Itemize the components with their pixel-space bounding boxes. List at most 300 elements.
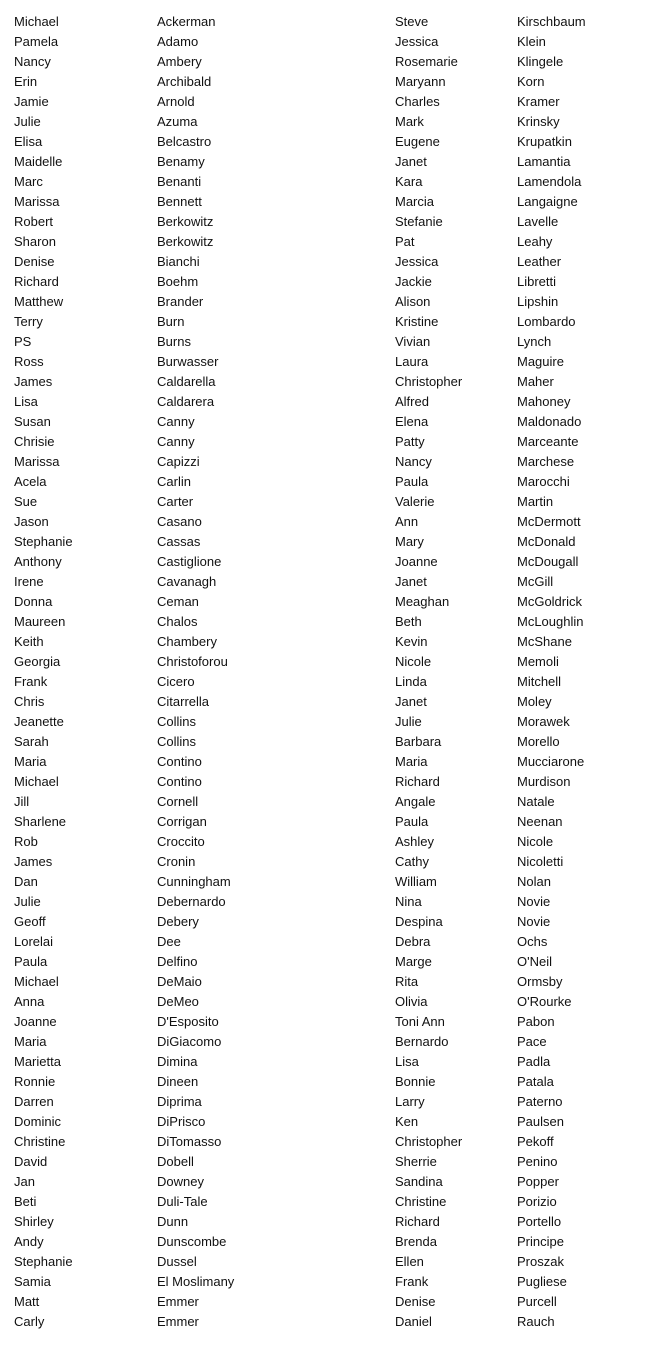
- left-first-name: Jan: [14, 1174, 35, 1189]
- right-last-name: Pace: [517, 1034, 547, 1049]
- name-row: [0, 32, 653, 52]
- right-last-name: Nicole: [517, 834, 554, 849]
- right-last-name: Moley: [517, 694, 552, 709]
- name-row: [0, 772, 653, 792]
- name-row: [0, 1152, 653, 1172]
- left-first-name: Marietta: [14, 1054, 61, 1069]
- right-last-name: Maher: [517, 374, 554, 389]
- left-last-name: Cicero: [157, 674, 195, 689]
- right-last-name: Leahy: [517, 234, 553, 249]
- name-list: [0, 12, 653, 1332]
- left-first-name: Christine: [14, 1134, 66, 1149]
- left-first-name: Donna: [14, 594, 53, 609]
- left-last-name: Dineen: [157, 1074, 199, 1089]
- name-row: [0, 1132, 653, 1152]
- name-row: [0, 652, 653, 672]
- left-last-name: Castiglione: [157, 554, 222, 569]
- left-first-name: Anna: [14, 994, 45, 1009]
- left-first-name: Lorelai: [14, 934, 54, 949]
- left-last-name: Citarrella: [157, 694, 210, 709]
- right-first-name: Daniel: [395, 1314, 432, 1329]
- right-first-name: Ellen: [395, 1254, 424, 1269]
- right-first-name: Brenda: [395, 1234, 437, 1249]
- left-first-name: Chrisie: [14, 434, 55, 449]
- name-row: [0, 12, 653, 32]
- name-row: [0, 1172, 653, 1192]
- right-last-name: Patala: [517, 1074, 554, 1089]
- left-first-name: Erin: [14, 74, 38, 89]
- right-first-name: Sherrie: [395, 1154, 437, 1169]
- left-first-name: Elisa: [14, 134, 43, 149]
- right-first-name: Debra: [395, 934, 431, 949]
- name-row: [0, 752, 653, 772]
- name-row: [0, 292, 653, 312]
- name-row: [0, 892, 653, 912]
- name-row: [0, 672, 653, 692]
- right-last-name: Paulsen: [517, 1114, 564, 1129]
- right-last-name: Ochs: [517, 934, 548, 949]
- left-first-name: Geoff: [14, 914, 46, 929]
- left-first-name: Shirley: [14, 1214, 54, 1229]
- name-row: [0, 1272, 653, 1292]
- right-last-name: Lynch: [517, 334, 552, 349]
- left-first-name: Jamie: [14, 94, 49, 109]
- right-first-name: Barbara: [395, 734, 442, 749]
- right-last-name: Purcell: [517, 1294, 557, 1309]
- left-first-name: Jill: [14, 794, 30, 809]
- left-first-name: Rob: [14, 834, 38, 849]
- left-last-name: DiGiacomo: [157, 1034, 222, 1049]
- right-first-name: Beth: [395, 614, 422, 629]
- name-row: [0, 992, 653, 1012]
- left-last-name: Debernardo: [157, 894, 226, 909]
- right-first-name: Nicole: [395, 654, 432, 669]
- left-first-name: Dan: [14, 874, 38, 889]
- left-first-name: Marissa: [14, 194, 60, 209]
- name-row: [0, 332, 653, 352]
- right-last-name: McShane: [517, 634, 572, 649]
- left-first-name: Ross: [14, 354, 44, 369]
- left-last-name: Burwasser: [157, 354, 219, 369]
- right-last-name: McLoughlin: [517, 614, 584, 629]
- right-last-name: Ormsby: [517, 974, 563, 989]
- left-last-name: Cronin: [157, 854, 196, 869]
- left-last-name: Brander: [157, 294, 204, 309]
- left-last-name: Carter: [157, 494, 194, 509]
- left-last-name: El Moslimany: [157, 1274, 235, 1289]
- right-last-name: Penino: [517, 1154, 558, 1169]
- name-row: [0, 1012, 653, 1032]
- left-first-name: Marc: [14, 174, 43, 189]
- right-first-name: Mary: [395, 534, 424, 549]
- right-first-name: Rita: [395, 974, 419, 989]
- name-row: [0, 132, 653, 152]
- right-first-name: Jessica: [395, 34, 439, 49]
- right-last-name: Morello: [517, 734, 560, 749]
- name-row: [0, 852, 653, 872]
- right-first-name: Linda: [395, 674, 427, 689]
- right-last-name: Paterno: [517, 1094, 563, 1109]
- right-first-name: Christopher: [395, 374, 463, 389]
- right-last-name: Porizio: [517, 1194, 557, 1209]
- left-last-name: Croccito: [157, 834, 205, 849]
- left-first-name: Keith: [14, 634, 44, 649]
- right-last-name: McGoldrick: [517, 594, 583, 609]
- right-last-name: Libretti: [517, 274, 557, 289]
- name-row: [0, 192, 653, 212]
- left-first-name: Michael: [14, 774, 59, 789]
- right-first-name: Janet: [395, 574, 427, 589]
- right-last-name: Popper: [517, 1174, 559, 1189]
- right-first-name: Maria: [395, 754, 428, 769]
- left-last-name: Dimina: [157, 1054, 198, 1069]
- right-first-name: Pat: [395, 234, 415, 249]
- left-last-name: Carlin: [157, 474, 191, 489]
- name-row: [0, 172, 653, 192]
- name-row: [0, 492, 653, 512]
- left-first-name: Jeanette: [14, 714, 64, 729]
- right-first-name: Kristine: [395, 314, 439, 329]
- left-last-name: Cornell: [157, 794, 199, 809]
- right-last-name: Lamendola: [517, 174, 582, 189]
- right-first-name: Janet: [395, 154, 427, 169]
- name-row: [0, 972, 653, 992]
- name-row: [0, 432, 653, 452]
- name-row: [0, 712, 653, 732]
- left-first-name: Sharon: [14, 234, 56, 249]
- right-first-name: Ken: [395, 1114, 419, 1129]
- name-row: [0, 692, 653, 712]
- left-last-name: Benamy: [157, 154, 205, 169]
- name-row: [0, 832, 653, 852]
- left-first-name: Denise: [14, 254, 55, 269]
- left-last-name: Diprima: [157, 1094, 202, 1109]
- left-last-name: Bennett: [157, 194, 202, 209]
- left-first-name: David: [14, 1154, 48, 1169]
- left-last-name: Dussel: [157, 1254, 197, 1269]
- name-row: [0, 872, 653, 892]
- right-first-name: Stefanie: [395, 214, 443, 229]
- left-first-name: Jason: [14, 514, 49, 529]
- right-last-name: Lamantia: [517, 154, 571, 169]
- left-first-name: Sue: [14, 494, 38, 509]
- name-row: [0, 552, 653, 572]
- name-row: [0, 452, 653, 472]
- left-first-name: Lisa: [14, 394, 38, 409]
- right-last-name: Neenan: [517, 814, 563, 829]
- left-last-name: DiPrisco: [157, 1114, 206, 1129]
- right-last-name: Rauch: [517, 1314, 555, 1329]
- left-last-name: Downey: [157, 1174, 204, 1189]
- name-row: [0, 952, 653, 972]
- name-row: [0, 532, 653, 552]
- name-row: [0, 932, 653, 952]
- name-row: [0, 92, 653, 112]
- right-first-name: Laura: [395, 354, 429, 369]
- name-row: [0, 372, 653, 392]
- left-first-name: Georgia: [14, 654, 61, 669]
- left-first-name: Acela: [14, 474, 47, 489]
- right-last-name: Korn: [517, 74, 545, 89]
- right-first-name: Valerie: [395, 494, 435, 509]
- left-first-name: Susan: [14, 414, 51, 429]
- right-last-name: Padla: [517, 1054, 551, 1069]
- right-last-name: Pugliese: [517, 1274, 567, 1289]
- right-last-name: McGill: [517, 574, 554, 589]
- right-first-name: Jackie: [395, 274, 432, 289]
- right-first-name: Cathy: [395, 854, 429, 869]
- right-first-name: Lisa: [395, 1054, 419, 1069]
- left-first-name: Beti: [14, 1194, 37, 1209]
- right-last-name: Leather: [517, 254, 562, 269]
- left-first-name: Dominic: [14, 1114, 61, 1129]
- left-last-name: Belcastro: [157, 134, 212, 149]
- right-last-name: Nicoletti: [517, 854, 564, 869]
- right-last-name: Martin: [517, 494, 554, 509]
- right-last-name: Krinsky: [517, 114, 560, 129]
- left-last-name: Emmer: [157, 1294, 199, 1309]
- left-first-name: Joanne: [14, 1014, 57, 1029]
- left-last-name: Contino: [157, 754, 202, 769]
- left-first-name: Maria: [14, 1034, 47, 1049]
- right-last-name: Kirschbaum: [517, 14, 586, 29]
- right-first-name: Nina: [395, 894, 422, 909]
- name-row: [0, 72, 653, 92]
- name-row: [0, 352, 653, 372]
- right-last-name: Marceante: [517, 434, 579, 449]
- left-first-name: Sharlene: [14, 814, 67, 829]
- left-first-name: James: [14, 854, 53, 869]
- name-row: [0, 1052, 653, 1072]
- right-last-name: Maguire: [517, 354, 564, 369]
- name-row: [0, 152, 653, 172]
- left-last-name: Berkowitz: [157, 234, 214, 249]
- left-last-name: Dunn: [157, 1214, 189, 1229]
- right-first-name: Bonnie: [395, 1074, 436, 1089]
- right-first-name: Alison: [395, 294, 431, 309]
- left-first-name: Richard: [14, 274, 59, 289]
- right-last-name: Portello: [517, 1214, 562, 1229]
- left-first-name: Pamela: [14, 34, 59, 49]
- name-row: [0, 212, 653, 232]
- left-first-name: Paula: [14, 954, 48, 969]
- left-last-name: Caldarella: [157, 374, 216, 389]
- left-last-name: Cassas: [157, 534, 201, 549]
- right-first-name: Rosemarie: [395, 54, 458, 69]
- left-first-name: Carly: [14, 1314, 45, 1329]
- name-row: [0, 632, 653, 652]
- left-first-name: Matt: [14, 1294, 40, 1309]
- right-first-name: Marcia: [395, 194, 435, 209]
- name-row: [0, 1092, 653, 1112]
- left-first-name: Stephanie: [14, 1254, 73, 1269]
- right-first-name: Jessica: [395, 254, 439, 269]
- name-row: [0, 1032, 653, 1052]
- right-last-name: Mahoney: [517, 394, 571, 409]
- name-row: [0, 52, 653, 72]
- right-last-name: Klingele: [517, 54, 564, 69]
- name-row: [0, 1252, 653, 1272]
- right-last-name: Nolan: [517, 874, 551, 889]
- left-first-name: Terry: [14, 314, 43, 329]
- left-last-name: Cunningham: [157, 874, 231, 889]
- right-first-name: Bernardo: [395, 1034, 449, 1049]
- left-first-name: Maidelle: [14, 154, 63, 169]
- left-last-name: Debery: [157, 914, 199, 929]
- left-last-name: DiTomasso: [157, 1134, 222, 1149]
- left-first-name: Darren: [14, 1094, 54, 1109]
- right-last-name: Marocchi: [517, 474, 570, 489]
- right-last-name: O'Rourke: [517, 994, 572, 1009]
- left-last-name: Dunscombe: [157, 1234, 227, 1249]
- right-first-name: Alfred: [395, 394, 429, 409]
- right-first-name: Vivian: [395, 334, 431, 349]
- right-last-name: Kramer: [517, 94, 560, 109]
- right-first-name: Maryann: [395, 74, 446, 89]
- left-first-name: Chris: [14, 694, 45, 709]
- name-row: [0, 112, 653, 132]
- name-row: [0, 1072, 653, 1092]
- left-last-name: Casano: [157, 514, 202, 529]
- left-first-name: Robert: [14, 214, 54, 229]
- name-row: [0, 392, 653, 412]
- right-first-name: Elena: [395, 414, 429, 429]
- right-first-name: Kara: [395, 174, 423, 189]
- right-first-name: Mark: [395, 114, 424, 129]
- name-row: [0, 1232, 653, 1252]
- left-first-name: Andy: [14, 1234, 44, 1249]
- left-last-name: Canny: [157, 434, 195, 449]
- left-first-name: Maureen: [14, 614, 66, 629]
- right-first-name: Despina: [395, 914, 443, 929]
- left-last-name: Benanti: [157, 174, 202, 189]
- right-first-name: Eugene: [395, 134, 440, 149]
- left-first-name: Julie: [14, 894, 41, 909]
- left-last-name: Corrigan: [157, 814, 207, 829]
- right-first-name: Paula: [395, 814, 429, 829]
- name-row: [0, 1292, 653, 1312]
- right-first-name: Frank: [395, 1274, 429, 1289]
- name-row: [0, 732, 653, 752]
- right-first-name: Kevin: [395, 634, 428, 649]
- right-last-name: McDonald: [517, 534, 576, 549]
- left-first-name: Maria: [14, 754, 47, 769]
- right-first-name: Sandina: [395, 1174, 443, 1189]
- right-last-name: Morawek: [517, 714, 570, 729]
- right-first-name: Patty: [395, 434, 425, 449]
- name-row: [0, 592, 653, 612]
- left-first-name: Matthew: [14, 294, 64, 309]
- left-last-name: Azuma: [157, 114, 198, 129]
- right-first-name: Julie: [395, 714, 422, 729]
- right-first-name: Nancy: [395, 454, 432, 469]
- left-last-name: Duli-Tale: [157, 1194, 208, 1209]
- name-row: [0, 912, 653, 932]
- right-first-name: Christopher: [395, 1134, 463, 1149]
- right-last-name: Principe: [517, 1234, 564, 1249]
- right-last-name: McDermott: [517, 514, 581, 529]
- left-last-name: Arnold: [157, 94, 195, 109]
- right-last-name: Pekoff: [517, 1134, 554, 1149]
- left-first-name: Samia: [14, 1274, 51, 1289]
- left-last-name: Emmer: [157, 1314, 199, 1329]
- left-last-name: DeMaio: [157, 974, 202, 989]
- right-first-name: Joanne: [395, 554, 438, 569]
- left-first-name: Julie: [14, 114, 41, 129]
- right-first-name: Meaghan: [395, 594, 450, 609]
- right-first-name: Denise: [395, 1294, 436, 1309]
- right-first-name: Marge: [395, 954, 432, 969]
- right-last-name: Murdison: [517, 774, 571, 789]
- right-last-name: Klein: [517, 34, 546, 49]
- left-last-name: Caldarera: [157, 394, 215, 409]
- left-last-name: Collins: [157, 734, 197, 749]
- name-row: [0, 412, 653, 432]
- left-first-name: Stephanie: [14, 534, 73, 549]
- name-row: [0, 1212, 653, 1232]
- left-last-name: Bianchi: [157, 254, 200, 269]
- left-last-name: Capizzi: [157, 454, 200, 469]
- name-row: [0, 512, 653, 532]
- left-last-name: Ambery: [157, 54, 202, 69]
- left-first-name: Ronnie: [14, 1074, 56, 1089]
- left-last-name: Archibald: [157, 74, 212, 89]
- right-first-name: Steve: [395, 14, 429, 29]
- name-row: [0, 252, 653, 272]
- left-last-name: Christoforou: [157, 654, 228, 669]
- left-last-name: Adamo: [157, 34, 199, 49]
- right-last-name: Lavelle: [517, 214, 559, 229]
- right-last-name: Mucciarone: [517, 754, 585, 769]
- right-last-name: Natale: [517, 794, 555, 809]
- left-last-name: Chalos: [157, 614, 198, 629]
- name-row: [0, 792, 653, 812]
- left-last-name: Ceman: [157, 594, 199, 609]
- right-last-name: McDougall: [517, 554, 579, 569]
- right-first-name: Richard: [395, 774, 440, 789]
- right-first-name: Ann: [395, 514, 419, 529]
- left-first-name: Irene: [14, 574, 44, 589]
- name-row: [0, 1192, 653, 1212]
- right-first-name: Toni Ann: [395, 1014, 445, 1029]
- left-last-name: Collins: [157, 714, 197, 729]
- left-first-name: Frank: [14, 674, 48, 689]
- name-row: [0, 812, 653, 832]
- right-first-name: Richard: [395, 1214, 440, 1229]
- name-row: [0, 1112, 653, 1132]
- right-first-name: Janet: [395, 694, 427, 709]
- left-first-name: James: [14, 374, 53, 389]
- right-last-name: Memoli: [517, 654, 559, 669]
- right-last-name: Mitchell: [517, 674, 562, 689]
- right-first-name: Larry: [395, 1094, 425, 1109]
- left-last-name: Dobell: [157, 1154, 194, 1169]
- right-first-name: Olivia: [395, 994, 428, 1009]
- right-first-name: William: [395, 874, 437, 889]
- right-first-name: Angale: [395, 794, 436, 809]
- left-last-name: Burn: [157, 314, 185, 329]
- right-last-name: Langaigne: [517, 194, 578, 209]
- left-first-name: Nancy: [14, 54, 51, 69]
- right-last-name: Marchese: [517, 454, 575, 469]
- right-last-name: Pabon: [517, 1014, 555, 1029]
- left-last-name: Ackerman: [157, 14, 216, 29]
- right-last-name: Novie: [517, 914, 551, 929]
- right-last-name: Lombardo: [517, 314, 576, 329]
- right-last-name: Proszak: [517, 1254, 564, 1269]
- right-last-name: Lipshin: [517, 294, 559, 309]
- name-row: [0, 232, 653, 252]
